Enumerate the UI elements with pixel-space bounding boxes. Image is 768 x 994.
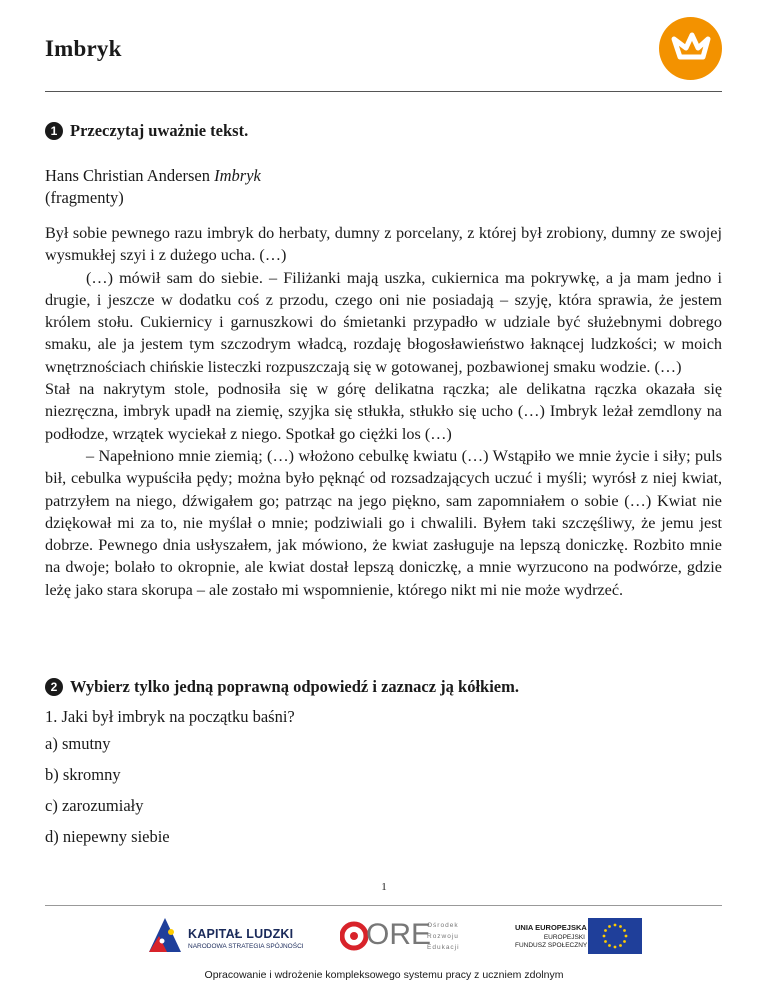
crown-badge [659, 17, 722, 80]
task-1-instruction: Przeczytaj uważnie tekst. [70, 121, 249, 140]
kapital-ludzki-logo-icon [145, 914, 185, 956]
source-citation [45, 165, 261, 209]
story-text [45, 222, 722, 601]
header-divider [45, 91, 722, 92]
story-paragraph-4: – Napełniono mnie ziemią; (…) włożono cebulkę kwiatu (…) Wstąpiło we mnie życie i siły; puls bił, cebulka wypuściła pędy; można było pęknąć od rozsadzających uczuć i myśli; wyrósł z niej kwiat, patrzyłem na niego, dźwigałem go; patrząc na jego piękno, sam zapomniałem o sobie (…) Kwiat nie dziękował mi za to, nie myślał o mnie; podziwiali go i chwalili. Byłem taki szczęśliwy, że jemu jest dobrze. Pewnego dnia usłyszałem, jak mówiono, że kwiat zasługuje na lepszą doniczkę. Rozbito mnie na dwoje; bolało to okropnie, ale kwiat dostał lepszą doniczkę, a mnie wyrzucono na podwórze, gdzie leżę jako stara skorupa – ale zostało mi wspomnienie, którego nikt mi nie może wydrzeć. [45, 446, 722, 599]
story-paragraph-3: Stał na nakrytym stole, podnosiła się w górę delikatna rączka; ale delikatna rączka okazała się niezręczna, imbryk upadł na ziemię, szyjka się stłukła, stłukło się ucho (…) Imbryk leżał zemdlony na podłodze, wrzątek wyciekał z niego. Spotkał go ciężki los (…) [45, 380, 722, 443]
option-a[interactable]: a) smutny [45, 734, 111, 753]
story-paragraph-2: (…) mówił sam do siebie. – Filiżanki mają uszka, cukiernica ma pokrywkę, a ja mam jedno i drugie, i jeszcze w dodatku coś z przodu, czego oni nie posiadają – szyję, która sprawia, że jestem królem stołu. Cukiernicy i garnuszkowi do śmietanki przypadło w udziale być służebnymi dobrego smaku, ale ja jestem tym szczodrym władcą, rozdaję błogosławieństwo łaknącej ludzkości; w moich wnętrznościach chińskie listeczki rozpuszczają się w gotowanej, pozbawionej smaku wodzie. (…) [45, 268, 722, 376]
option-c[interactable]: c) zarozumiały [45, 796, 144, 815]
option-d[interactable]: d) niepewny siebie [45, 827, 170, 846]
eu-title: UNIA EUROPEJSKA [515, 923, 587, 932]
footer-divider [45, 905, 722, 906]
page-number: 1 [381, 881, 387, 893]
sponsor-logos [0, 910, 768, 965]
eu-line-1: EUROPEJSKI [543, 934, 585, 941]
answer-options [45, 734, 170, 858]
ore-line-1: Ośrodek [427, 922, 459, 929]
ore-line-2: Rozwoju [427, 933, 459, 940]
question-1: 1. Jaki był imbryk na początku baśni? [45, 707, 295, 726]
kapital-ludzki-subtitle: NARODOWA STRATEGIA SPÓJNOŚCI [188, 943, 304, 950]
ore-logo-icon [340, 918, 368, 954]
ore-line-3: Edukacji [427, 944, 460, 951]
task-2-heading [45, 677, 519, 697]
ore-wordmark: ORE [366, 918, 432, 951]
footer-caption: Opracowanie i wdrożenie kompleksowego systemu pracy z uczniem zdolnym [204, 969, 564, 981]
eu-line-2: FUNDUSZ SPOŁECZNY [515, 942, 588, 949]
task-2-instruction: Wybierz tylko jedną poprawną odpowiedź i zaznacz ją kółkiem. [70, 677, 520, 696]
kapital-ludzki-title: KAPITAŁ LUDZKI [188, 927, 294, 941]
page-title: Imbryk [45, 36, 122, 61]
eu-flag-icon [588, 918, 642, 954]
work-title: Imbryk [214, 166, 261, 185]
task-2-number: 2 [45, 678, 63, 696]
option-b[interactable]: b) skromny [45, 765, 121, 784]
task-1-number: 1 [45, 122, 63, 140]
author-name: Hans Christian Andersen [45, 166, 215, 185]
crown-icon [659, 17, 722, 80]
task-1-heading [45, 121, 248, 141]
fragment-note: (fragmenty) [45, 188, 124, 207]
story-paragraph-1: Był sobie pewnego razu imbryk do herbaty, dumny z porcelany, z której był zrobiony, dumny ze swojej wysmukłej szyi i z dużego ucha. (…) [45, 224, 722, 265]
